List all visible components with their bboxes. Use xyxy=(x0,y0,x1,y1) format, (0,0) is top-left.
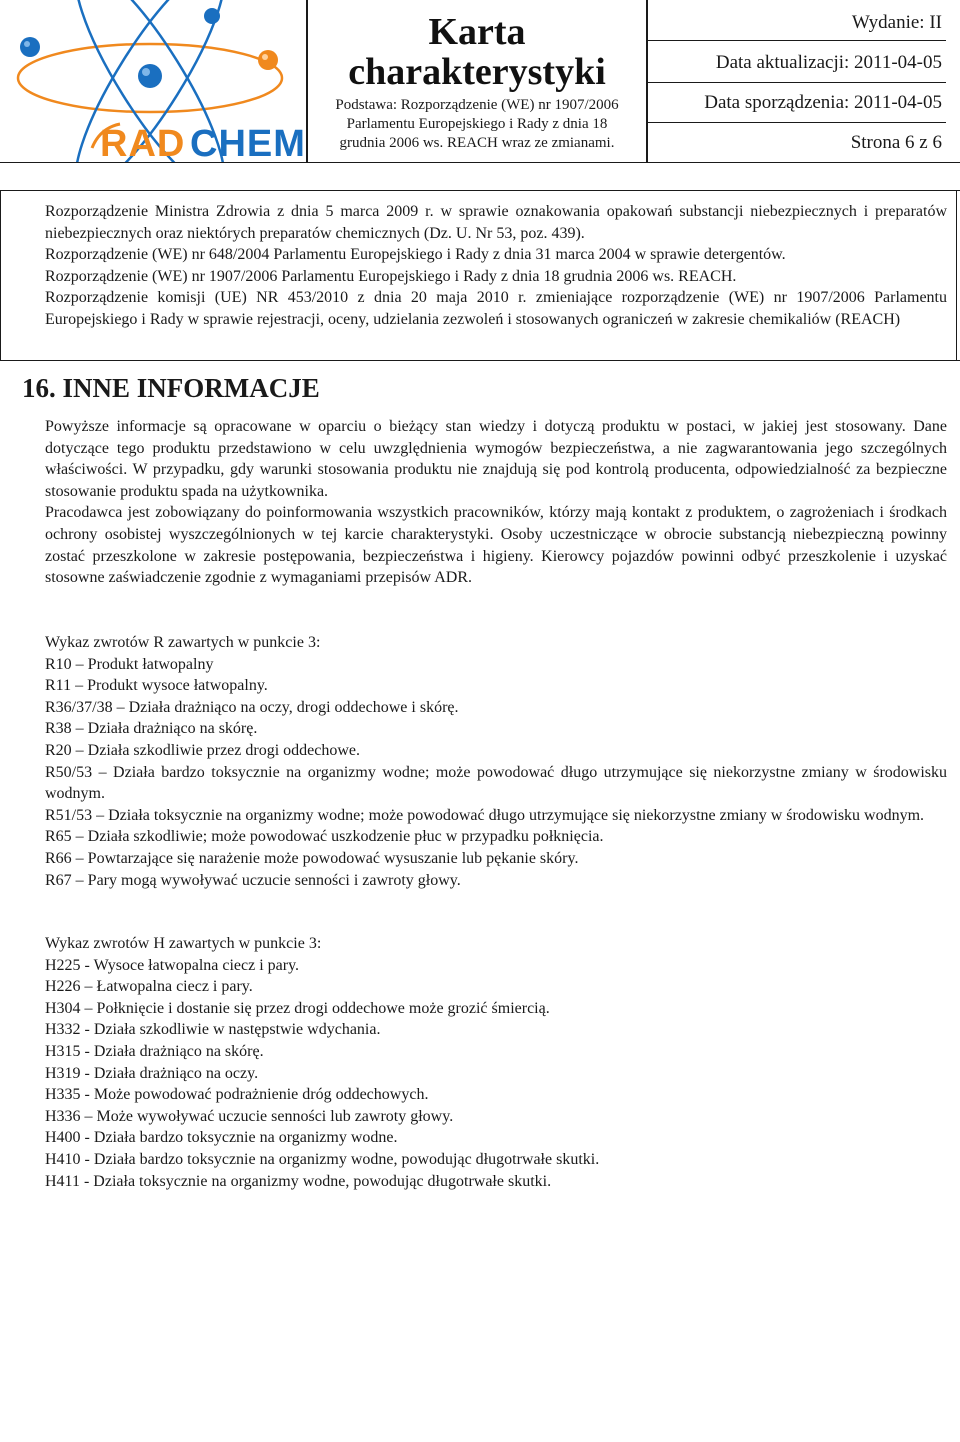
h-phrase: H332 - Działa szkodliwie w następstwie wdychania. xyxy=(45,1021,381,1039)
h-phrase: H319 - Działa drażniąco na oczy. xyxy=(45,1064,259,1082)
header-divider xyxy=(306,0,308,162)
regulations-box-top xyxy=(0,190,960,191)
regulation-item: Rozporządzenie (WE) nr 1907/2006 Parlamentu Europejskiego i Rady z dnia 18 grudnia 2006 ws. REACH. xyxy=(45,267,737,285)
r-phrase: R65 – Działa szkodliwie; może powodować uszkodzenie płuc w przypadku połknięcia. xyxy=(45,828,604,846)
h-phrase: H410 - Działa bardzo toksycznie na organizmy wodne, powodując długotrwałe skutki. xyxy=(45,1150,600,1168)
basis-line: Podstawa: Rozporządzenie (WE) nr 1907/2006 xyxy=(335,97,619,113)
r-phrase: R38 – Działa drażniąco na skórę. xyxy=(45,720,258,738)
r-phrase: R10 – Produkt łatwopalny xyxy=(45,655,214,673)
update-date: Data aktualizacji: 2011-04-05 xyxy=(715,52,942,73)
svg-text:RAD: RAD xyxy=(100,123,186,162)
svg-text:CHEM: CHEM xyxy=(190,123,306,162)
document-meta xyxy=(650,0,942,162)
r-phrase: R67 – Pary mogą wywoływać uczucie senności i zawroty głowy. xyxy=(45,871,461,889)
r-phrases-list xyxy=(45,632,947,891)
r-phrase: R20 – Działa szkodliwie przez drogi oddechowe. xyxy=(45,741,361,759)
creation-date: Data sporządzenia: 2011-04-05 xyxy=(704,92,942,113)
header-divider xyxy=(0,162,960,163)
section-heading: 16. INNE INFORMACJE xyxy=(22,373,320,403)
atom-logo-icon xyxy=(0,0,306,162)
regulations-box-left xyxy=(0,190,1,361)
r-phrases-heading: Wykaz zwrotów R zawartych w punkcie 3: xyxy=(45,634,321,651)
section-16-body xyxy=(45,416,947,589)
regulations-box-right xyxy=(956,190,957,361)
r-phrase: R11 – Produkt wysoce łatwopalny. xyxy=(45,677,268,695)
page-number: Strona 6 z 6 xyxy=(850,132,942,153)
h-phrase: H411 - Działa toksycznie na organizmy wodne, powodując długotrwałe skutki. xyxy=(45,1172,552,1190)
info-paragraph: Powyższe informacje są opracowane w oparciu o bieżący stan wiedzy i dotyczą produktu w postaci, w jakiej jest stosowany. Dane dotyczące tego produktu przedstawiono w celu uwzględnienia wymogów bezpieczeństwa, a nie zagwarantowania jego szczególnych właściwości. W przypadku, gdy warunki stosowania produktu nie znajdują się pod kontrolą producenta, odpowiedzialność za bezpieczne stosowanie produktu spada na użytkownika. xyxy=(45,418,947,500)
h-phrase: H336 – Może wywoływać uczucie senności lub zawroty głowy. xyxy=(45,1107,454,1125)
document-title xyxy=(310,12,644,92)
regulations-box-bottom xyxy=(0,360,960,361)
h-phrase: H304 – Połknięcie i dostanie się przez drogi oddechowe może grozić śmiercią. xyxy=(45,999,550,1017)
company-logo xyxy=(0,0,306,162)
edition: Wydanie: II xyxy=(851,12,942,33)
regulation-item: Rozporządzenie Ministra Zdrowia z dnia 5 marca 2009 r. w sprawie oznakowania opakowań substancji niebezpiecznych i preparatów niebezpiecznych oraz niektórych preparatów chemicznych (Dz. U. Nr 53, poz. 439). xyxy=(45,203,947,242)
h-phrase: H335 - Może powodować podrażnienie dróg oddechowych. xyxy=(45,1086,429,1104)
basis-line: Parlamentu Europejskiego i Rady z dnia 18 xyxy=(346,116,608,132)
header-divider xyxy=(646,0,648,162)
info-paragraph: Pracodawca jest zobowiązany do poinformowania wszystkich pracowników, którzy mają kontakt z produktem, o zagrożeniach i środkach ochrony osobistej wyszczególnionych w tej karcie charakterystyki. Osoby uczestniczące w obrocie substancją niebezpieczną powinny zostać przeszkolone w zakresie postępowania, bezpieczeństwa i higieny. Kierowcy pojazdów powinni odbyć przeszkolenie i uzyskać stosowne zaświadczenie zgodnie z wymaganiami przepisów ADR. xyxy=(45,504,947,587)
h-phrase: H226 – Łatwopalna ciecz i pary. xyxy=(45,978,253,996)
r-phrase: R51/53 – Działa toksycznie na organizmy wodne; może powodować długo utrzymujące się niekorzystne zmiany w środowisku wodnym. xyxy=(45,806,925,824)
h-phrase: H400 - Działa bardzo toksycznie na organizmy wodne. xyxy=(45,1129,398,1147)
h-phrases-heading: Wykaz zwrotów H zawartych w punkcie 3: xyxy=(45,935,322,952)
title-line: charakterystyki xyxy=(348,51,606,93)
regulations-list xyxy=(45,201,947,331)
basis-line: grudnia 2006 ws. REACH wraz ze zmianami. xyxy=(339,135,615,151)
page-header xyxy=(0,0,960,162)
document-title-block xyxy=(310,0,644,162)
title-line: Karta xyxy=(428,11,526,53)
legal-basis xyxy=(310,96,644,153)
regulation-item: Rozporządzenie komisji (UE) NR 453/2010 z dnia 20 maja 2010 r. zmieniające rozporządzenie (WE) nr 1907/2006 Parlamentu Europejskiego i Rady w sprawie rejestracji, oceny, udzielania zezwoleń i stosowanych ograniczeń w zakresie chemikaliów (REACH) xyxy=(45,289,947,328)
r-phrase: R36/37/38 – Działa drażniąco na oczy, drogi oddechowe i skórę. xyxy=(45,698,459,716)
h-phrase: H315 - Działa drażniąco na skórę. xyxy=(45,1042,264,1060)
h-phrases-list xyxy=(45,933,947,1192)
regulation-item: Rozporządzenie (WE) nr 648/2004 Parlamentu Europejskiego i Rady z dnia 31 marca 2004 w sprawie detergentów. xyxy=(45,246,786,264)
r-phrase: R50/53 – Działa bardzo toksycznie na organizmy wodne; może powodować długo utrzymujące się niekorzystne zmiany w środowisku wodnym. xyxy=(45,763,947,803)
r-phrase: R66 – Powtarzające się narażenie może powodować wysuszanie lub pękanie skóry. xyxy=(45,849,579,867)
h-phrase: H225 - Wysoce łatwopalna ciecz i pary. xyxy=(45,956,300,974)
